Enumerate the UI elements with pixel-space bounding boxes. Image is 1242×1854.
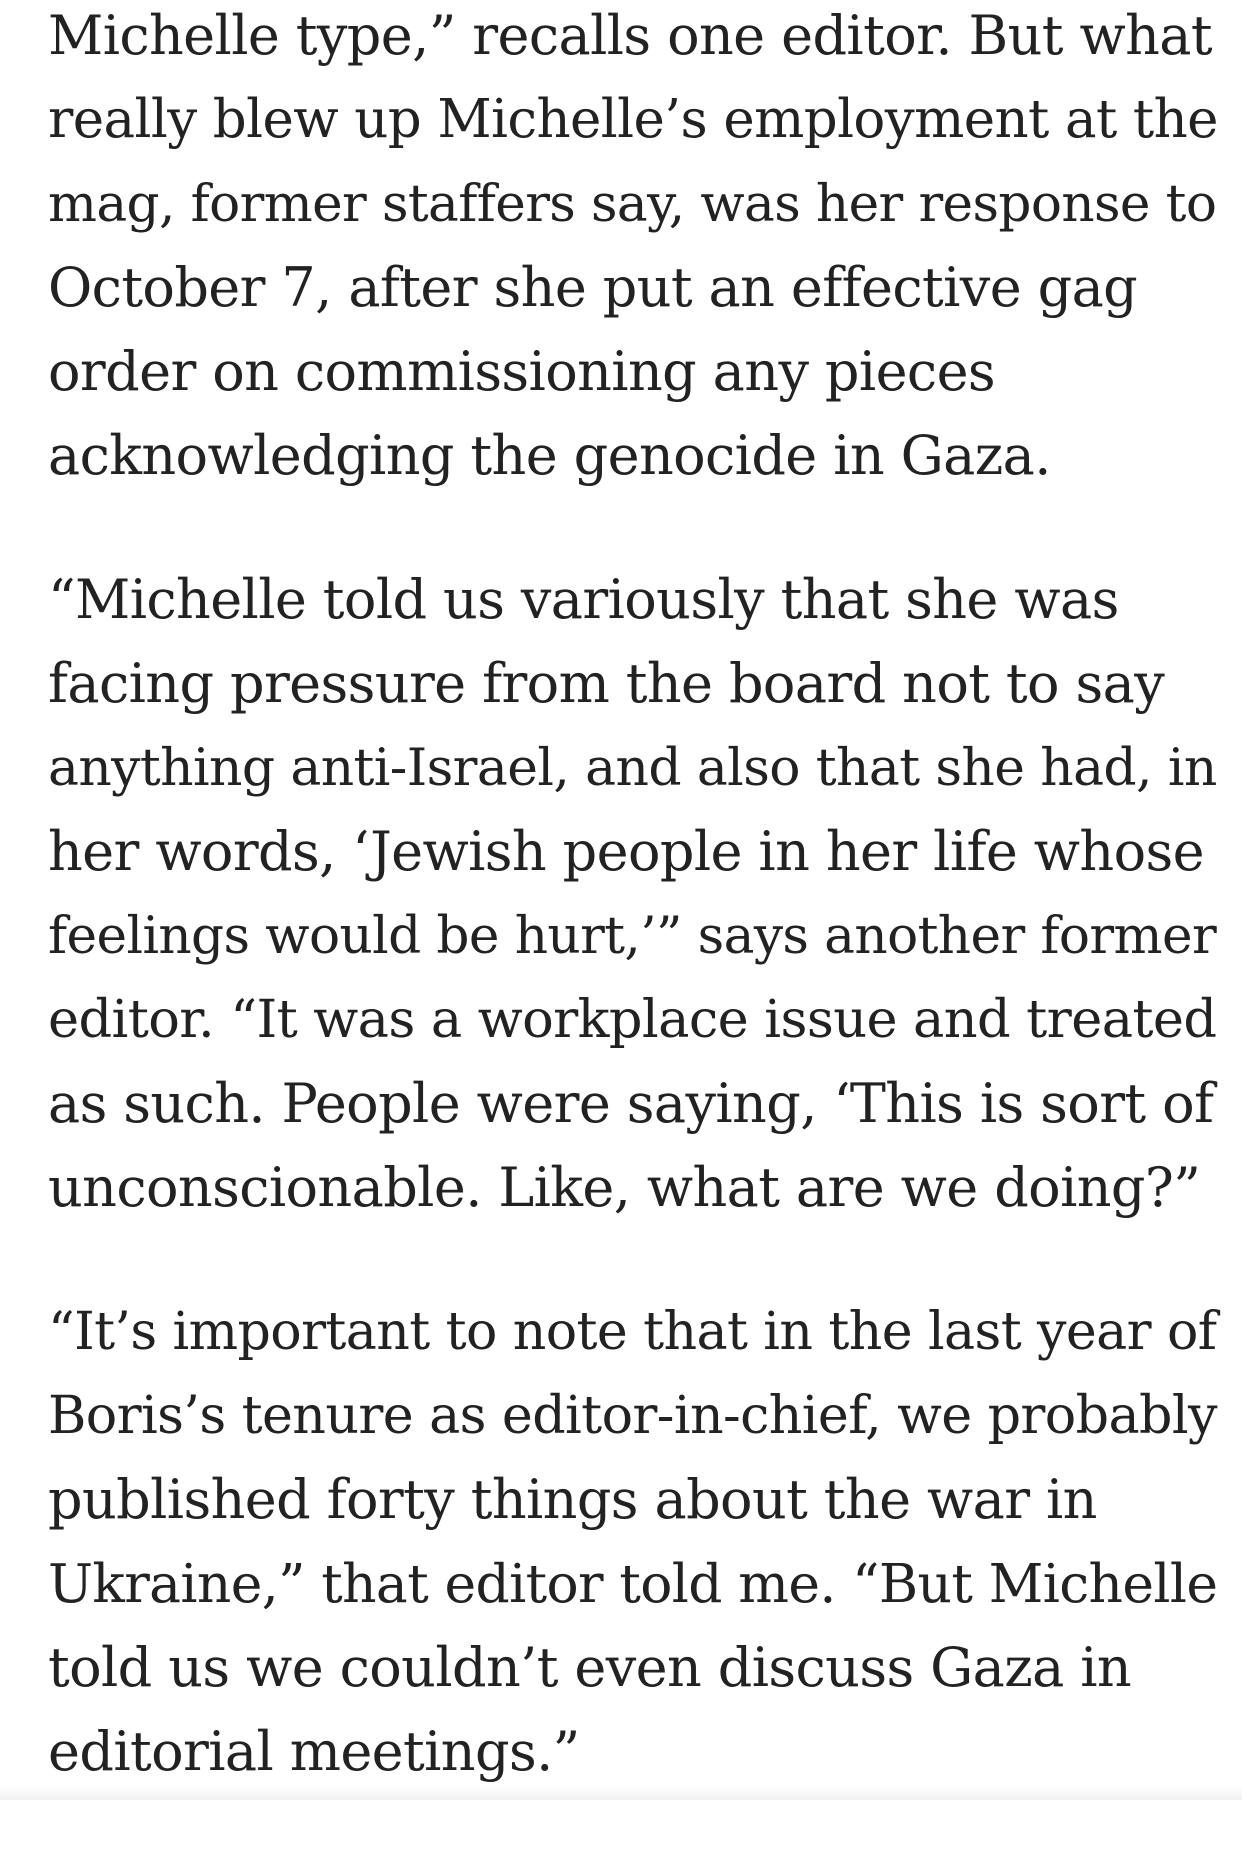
text-line: feelings would be hurt,’” says another former	[48, 906, 1217, 966]
text-line: acknowledging the genocide in Gaza.	[48, 424, 1051, 487]
text-line: facing pressure from the board not to say	[48, 652, 1165, 715]
text-line: Michelle type,” recalls one editor. But what	[48, 4, 1212, 67]
text-line: published forty things about the war in	[48, 1468, 1097, 1531]
text-line: told us we couldn’t even discuss Gaza in	[48, 1636, 1132, 1699]
text-line: editor. “It was a workplace issue and treated	[48, 989, 1217, 1050]
text-line: order on commissioning any pieces	[48, 340, 996, 403]
article-body	[48, 0, 1218, 1854]
text-line: Ukraine,” that editor told me. “But Michelle	[48, 1552, 1218, 1615]
text-line: Boris’s tenure as editor-in-chief, we probably	[48, 1386, 1217, 1446]
text-line: really blew up Michelle’s employment at the	[48, 89, 1218, 150]
text-line: unconscionable. Like, what are we doing?”	[48, 1156, 1201, 1219]
text-line: October 7, after she put an effective gag	[48, 256, 1138, 319]
text-line: “It’s important to note that in the last year of	[48, 1302, 1217, 1362]
text-line: her words, ‘Jewish people in her life whose	[48, 820, 1204, 883]
text-line: as such. People were saying, ‘This is sort of	[48, 1072, 1214, 1135]
paragraph-1	[48, 0, 1218, 498]
text-line: anything anti-Israel, and also that she had, in	[48, 738, 1217, 798]
paragraph-3	[48, 1290, 1218, 1794]
text-line: “Michelle told us variously that she was	[48, 568, 1119, 631]
paragraph-2	[48, 558, 1218, 1230]
text-line: editorial meetings.”	[48, 1720, 580, 1783]
text-line: mag, former staffers say, was her response to	[48, 174, 1217, 234]
bottom-fade	[0, 1786, 1242, 1800]
